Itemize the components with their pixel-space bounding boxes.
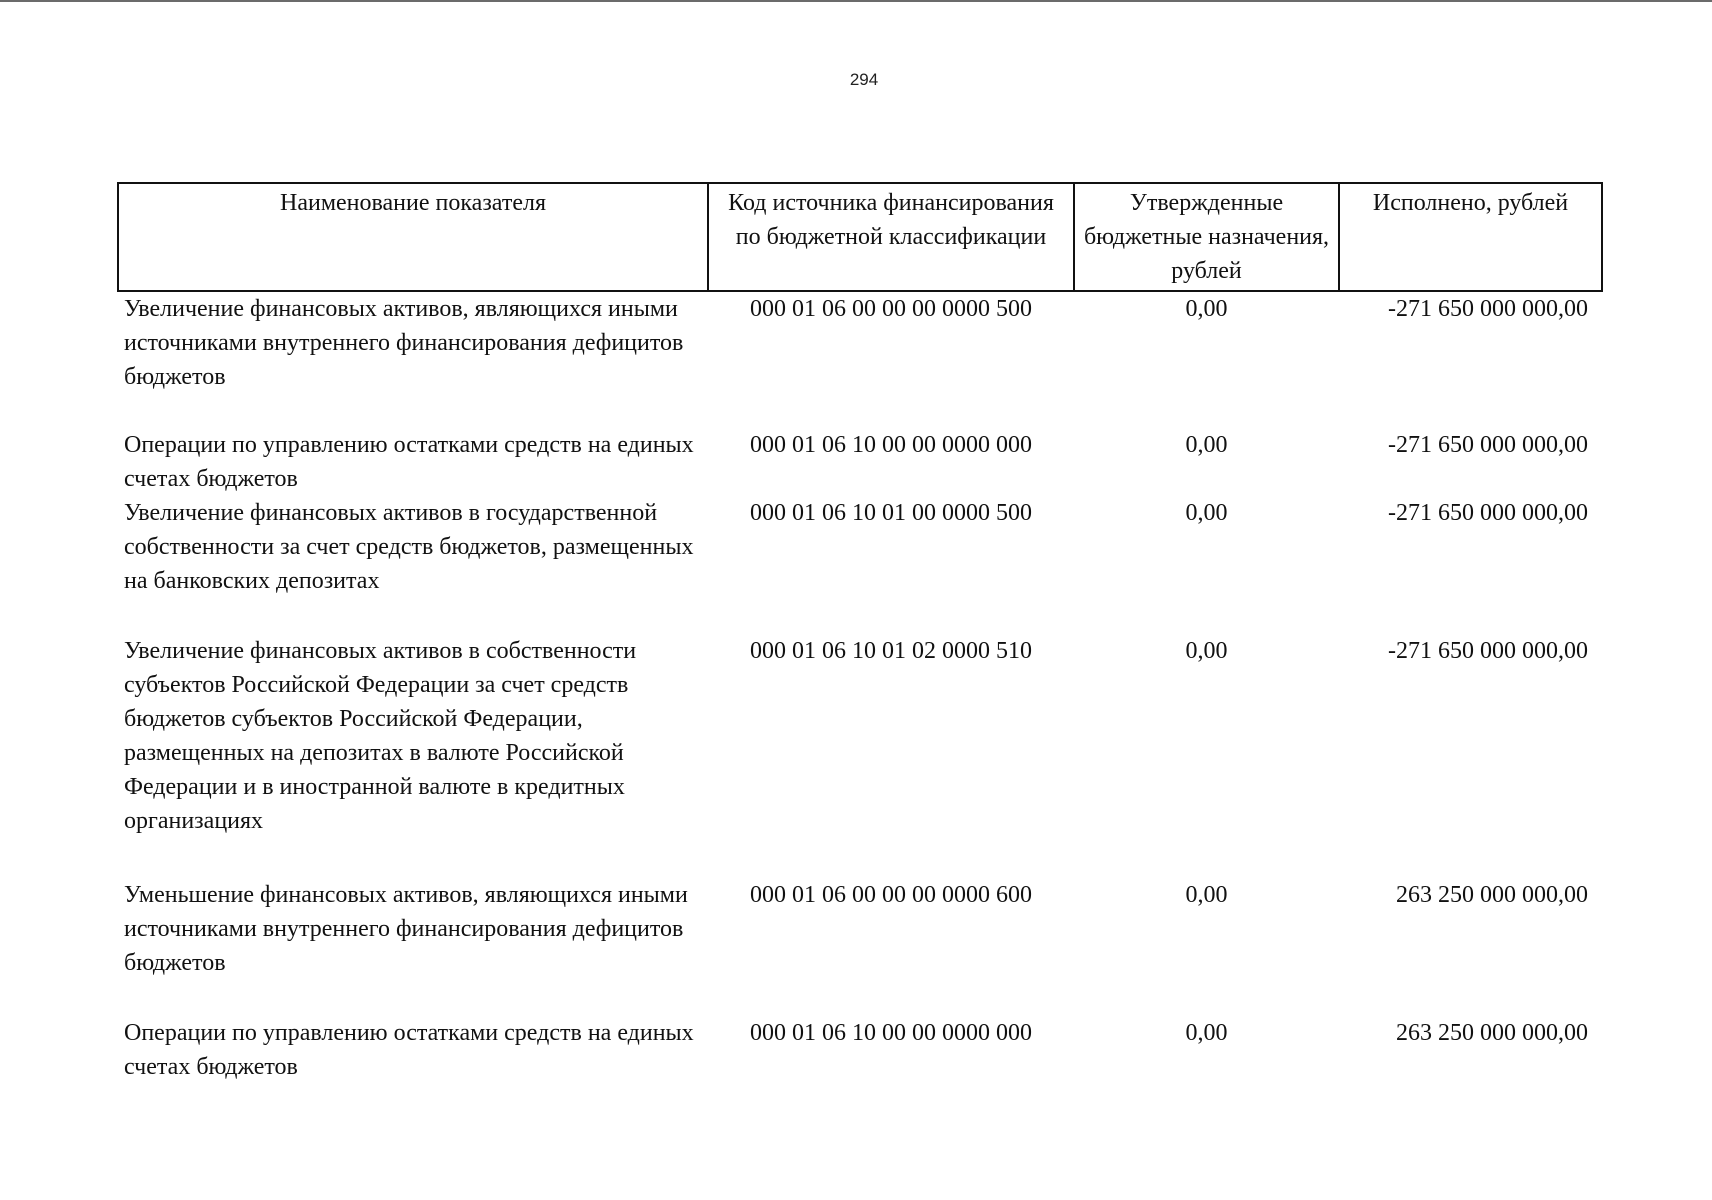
executed-amount: -271 650 000 000,00 [1388, 638, 1588, 664]
scan-edge [0, 0, 1712, 2]
executed-amount: 263 250 000 000,00 [1396, 1020, 1588, 1046]
executed-amount: -271 650 000 000,00 [1388, 500, 1588, 526]
approved-amount: 0,00 [1185, 638, 1228, 664]
source-code: 000 01 06 10 00 00 0000 000 [750, 1020, 1032, 1046]
executed-amount: 263 250 000 000,00 [1396, 882, 1588, 908]
header-indicator-name: Наименование показателя [118, 183, 708, 291]
source-code: 000 01 06 00 00 00 0000 500 [750, 296, 1032, 322]
approved-amount: 0,00 [1185, 500, 1228, 526]
source-code: 000 01 06 00 00 00 0000 600 [750, 882, 1032, 908]
indicator-name: Операции по управлению остатками средств на единых счетах бюджетов [124, 432, 694, 492]
indicator-name: Увеличение финансовых активов в государственной собственности за счет средств бюджетов, размещенных на банковских депозитах [124, 500, 694, 594]
table-row [118, 1016, 1602, 1088]
indicator-name: Увеличение финансовых активов, являющихся иными источниками внутреннего финансирования дефицитов бюджетов [124, 296, 684, 390]
source-code: 000 01 06 10 01 00 0000 500 [750, 500, 1032, 526]
table-header [118, 183, 1602, 291]
indicator-name: Увеличение финансовых активов в собственности субъектов Российской Федерации за счет средств бюджетов субъектов Российской Федерации, размещенных на депозитах в валюте Российской Федерации и в иностранной валюте в кредитных организациях [124, 638, 637, 834]
financing-sources-table [117, 182, 1603, 1088]
indicator-name: Операции по управлению остатками средств на единых счетах бюджетов [124, 1020, 694, 1080]
indicator-name: Уменьшение финансовых активов, являющихся иными источниками внутреннего финансирования дефицитов бюджетов [124, 882, 688, 976]
page-number: 294 [849, 70, 879, 89]
approved-amount: 0,00 [1185, 296, 1228, 322]
header-row [118, 183, 1602, 291]
header-source-code: Код источника финансирования по бюджетной классификации [708, 183, 1074, 291]
approved-amount: 0,00 [1185, 432, 1228, 458]
source-code: 000 01 06 10 01 02 0000 510 [750, 638, 1032, 664]
approved-amount: 0,00 [1185, 882, 1228, 908]
table-row [118, 496, 1602, 634]
source-code: 000 01 06 10 00 00 0000 000 [750, 432, 1032, 458]
table-row [118, 428, 1602, 496]
header-executed-amount: Исполнено, рублей [1339, 183, 1602, 291]
table-body [118, 291, 1602, 1088]
table-row [118, 878, 1602, 1016]
approved-amount: 0,00 [1185, 1020, 1228, 1046]
executed-amount: -271 650 000 000,00 [1388, 296, 1588, 322]
table-row [118, 634, 1602, 878]
table-row [118, 291, 1602, 428]
executed-amount: -271 650 000 000,00 [1388, 432, 1588, 458]
header-approved-amount: Утвержденные бюджетные назначения, рублей [1074, 183, 1339, 291]
